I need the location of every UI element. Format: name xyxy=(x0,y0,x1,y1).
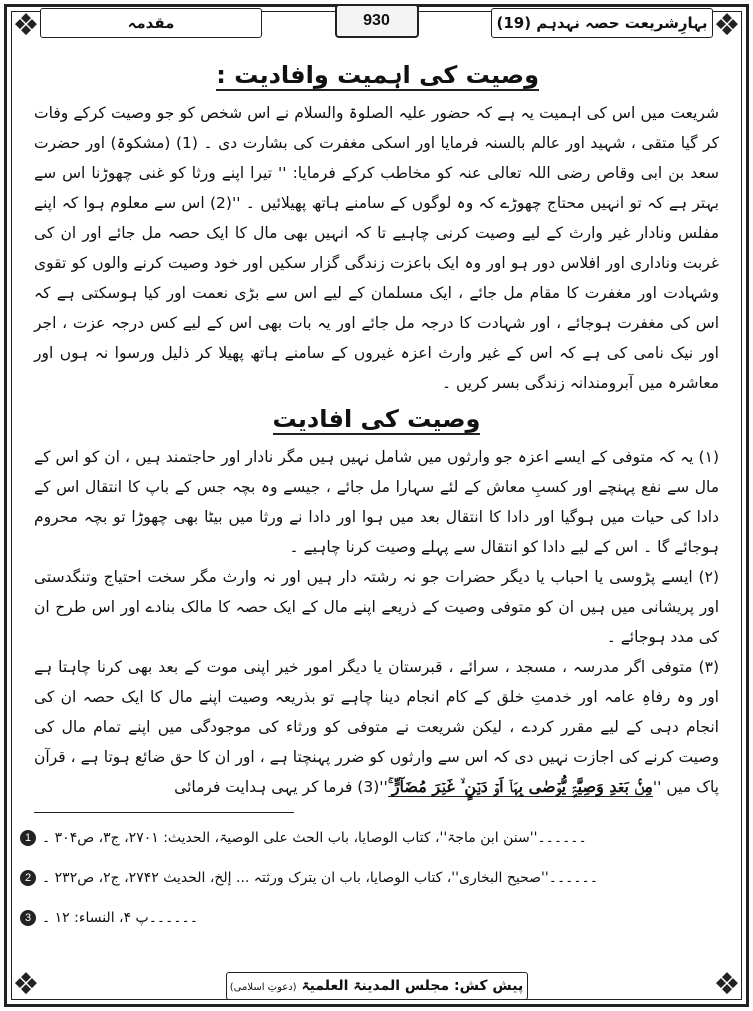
footnote-1 xyxy=(20,818,733,858)
book-title: بہارِشریعت حصہ نہدہم (19) xyxy=(491,8,713,38)
quran-verse: مِنۡۢ بَعۡدِ وَصِیَّۃٍ یُّوۡصٰی بِہَاۤ اَوۡ دَیۡنٍ ۙ غَیۡرَ مُضَآرٍّ ۚ xyxy=(387,777,653,796)
footer-presenter: پیش کش: xyxy=(454,978,524,994)
footnote-text: ۔۔۔۔۔۔پ ۴، النساء: ۱۲ ۔ xyxy=(42,910,198,926)
footnotes xyxy=(20,818,733,938)
section-title: مقدمہ xyxy=(40,8,262,38)
footnote-text: ۔۔۔۔۔۔''صحیح البخاری''، کتاب الوصایا، باب ان یترک ورثتہ ... إلخ، الحدیث ۲۷۴۲، ج۲، ص۲۳۲ ۔ xyxy=(42,870,598,886)
page-number: 930 xyxy=(335,4,419,38)
footnote-text: ۔۔۔۔۔۔''سنن ابن ماجۃ''، کتاب الوصایا، باب الحث علی الوصیۃ، الحدیث: ۲۷۰۱، ج۳، ص۳۰۴ ۔ xyxy=(42,830,587,846)
page-header xyxy=(30,4,723,42)
page-footer xyxy=(226,972,528,1000)
paragraph-importance: شریعت میں اس کی اہمیت یہ ہے کہ حضور علیہ الصلوۃ والسلام نے اس شخص کو جو وصیت کرکے وفات کر گیا متقی ، شہید اور عالم بالسنہ فرمایا اور اسکی مغفرت کی بشارت دی ۔ (1) (مشکوۃ) اور حضرت سعد بن ابی وقاص رضی اللہ تعالی عنہ کو مخاطب کرکے فرمایا: '' تیرا اپنے ورثا کو غنی چھوڑنا اس سے بہتر ہے کہ تو انہیں محتاج چھوڑے کہ وہ لوگوں کے سامنے ہاتھ پھیلائیں ۔ ''(2) اس سے معلوم ہوا کہ اپنے مفلس ونادار غیر وارث کے لیے وصیت کرنی چاہیے تا کہ انہیں بھی مال کا ایک حصہ مل جائے اور ان کی غربت وناداری اور افلاس دور ہو اور وہ ایک باعزت زندگی گزار سکیں اور خود وصیت کرنے والوں کو تقوی وشہادت اور مغفرت کا مقام مل جائے ، ایک مسلمان کے لیے اس سے بڑی نعمت اور کیا ہوسکتی ہے کہ اس کی مغفرت ہوجائے ، اور شہادت کا درجہ مل جائے اور یہ بات بھی اس کے لیے کس درجہ عزت ، اجر اور نیک نامی کی ہے کہ اس کے غیر وارث اعزہ غیروں کے سامنے ہاتھ پھیلا کر ذلیل ورسوا نہ ہوں اور معاشرہ میں آبرومندانہ زندگی بسر کریں ۔ xyxy=(34,104,719,392)
paragraph-benefit-1: (۱) یہ کہ متوفی کے ایسے اعزہ جو وارثوں میں شامل نہیں ہیں مگر نادار اور حاجتمند ہیں ، ان کو اس کے مال سے نفع پہنچے اور کسبِ معاش کے لئے سہارا مل جائے ، جیسے وہ بچہ جس کے باپ کا انتقال اس کے دادا کی حیات میں ہوگیا اور دادا کا انتقال بعد میں ہوا اور دادا نے ورثا میں بیٹا بھی چھوڑا تو بچہ محروم ہوجائے گا ۔ اس کے لیے دادا کو انتقال سے پہلے وصیت کرنا چاہیے ۔ xyxy=(34,448,719,556)
paragraph-benefit-3-text: (۳) متوفی اگر مدرسہ ، مسجد ، سرائے ، قبرستان یا دیگر امور خیر اپنی موت کے بعد بھی کرنا چاہتا ہے اور وہ رفاہِ عامہ اور خدمتِ خلق کے کام انجام دینا چاہے تو بذریعہ وصیت اپنے مال کا ایک حصہ ان کی انجام دہی کے لیے مقرر کردے ، لیکن شریعت نے متوفی کو ورثاء کی موجودگی میں اپنے تمام مال کی وصیت کرنے کی اجازت نہیں دی کہ اس سے وارثوں کو ضرر پہنچتا ہے ، اور ان کا حق ضائع ہوتا ہے ، قرآن پاک میں '' xyxy=(34,658,719,796)
paragraph-benefit-3-end: ''(3) فرما کر یہی ہدایت فرمائی xyxy=(174,778,388,796)
page-body xyxy=(34,58,719,802)
footer-org-note: (دعوتِ اسلامی) xyxy=(229,982,297,993)
heading-importance: وصیت کی اہمیت وافادیت : xyxy=(216,61,539,89)
paragraph-benefit-2: (۲) ایسے پڑوسی یا احباب یا دیگر حضرات جو نہ رشتہ دار ہیں اور نہ وارث مگر سخت احتیاج وتنگدستی اور پریشانی میں ہیں ان کو متوفی وصیت کے ذریعے اپنے مال کے ایک حصہ کا مالک بنادے اور اس طرح ان کی مدد ہوجائے ۔ xyxy=(34,568,719,646)
footnote-divider xyxy=(34,812,294,813)
footer-org: مجلس المدینۃ العلمیۃ xyxy=(301,978,450,994)
corner-ornament-icon: ❖ xyxy=(713,967,741,1002)
heading-benefits: وصیت کی افادیت xyxy=(272,405,481,433)
footnote-number: 3 xyxy=(20,910,36,926)
paragraph-benefit-3 xyxy=(34,652,719,802)
footnote-2 xyxy=(20,858,733,898)
corner-ornament-icon: ❖ xyxy=(713,8,741,43)
footnote-number: 1 xyxy=(20,830,36,846)
corner-ornament-icon: ❖ xyxy=(12,8,40,43)
corner-ornament-icon: ❖ xyxy=(12,967,40,1002)
footnote-number: 2 xyxy=(20,870,36,886)
footnote-3 xyxy=(20,898,733,938)
